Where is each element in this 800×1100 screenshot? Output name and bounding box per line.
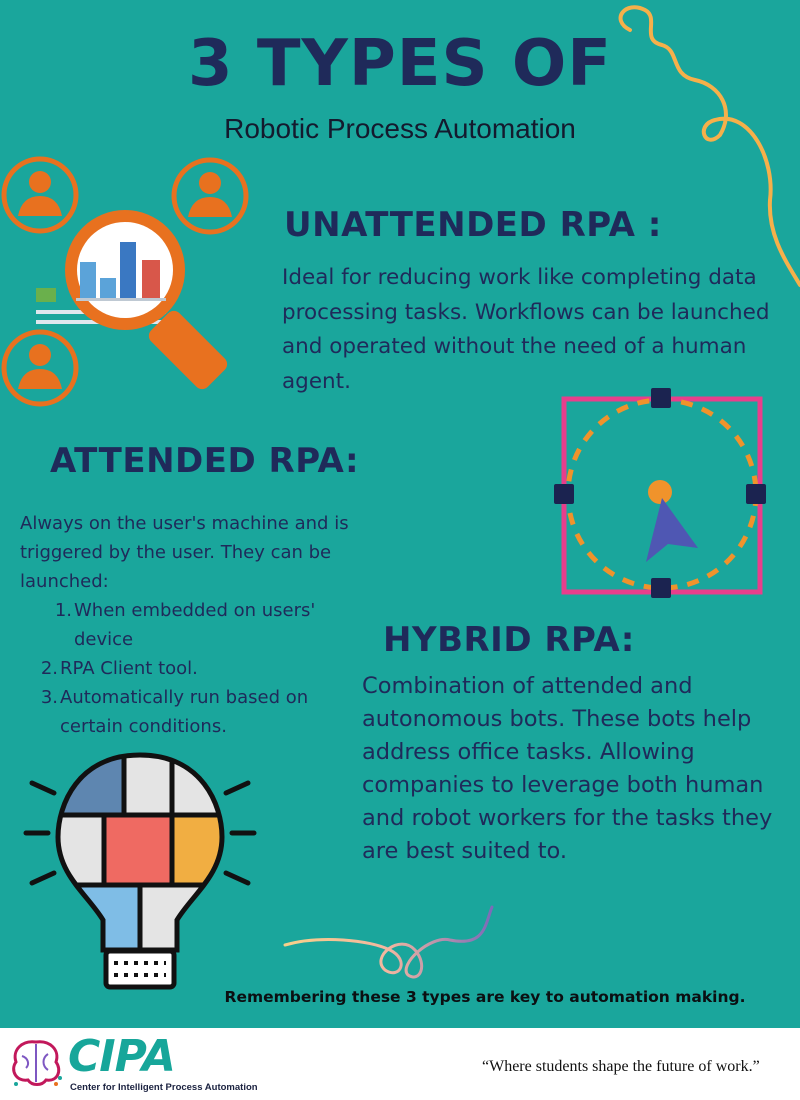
attended-launch-list	[20, 596, 350, 741]
footer-quote: “Where students shape the future of work.”	[482, 1058, 760, 1075]
unattended-heading: UNATTENDED RPA :	[284, 205, 662, 245]
magnifier-chart-icon	[0, 150, 265, 410]
list-item: 3. Automatically run based on certain conditions.	[40, 687, 309, 737]
user-icon	[4, 332, 76, 404]
page-title: 3 TYPES OF	[188, 27, 612, 101]
unattended-description: Ideal for reducing work like completing data processing tasks. Workflows can be launched and operated without the need of a human agent.	[282, 265, 770, 394]
hybrid-description: Combination of attended and autonomous bots. These bots help address office tasks. Allowing companies to leverage both human and robot workers for the tasks they are best suited to.	[362, 673, 773, 864]
user-icon	[174, 160, 246, 232]
attended-intro: Always on the user's machine and is triggered by the user. They can be launched:	[20, 513, 349, 592]
list-item: 2. RPA Client tool.	[40, 658, 198, 679]
cursor-target-icon	[550, 386, 775, 601]
decorative-swirl	[280, 895, 500, 985]
closing-statement: Remembering these 3 types are key to automation making.	[224, 988, 746, 1006]
brain-icon	[8, 1034, 64, 1090]
page-subtitle: Robotic Process Automation	[224, 113, 576, 144]
logo-subtitle: Center for Intelligent Process Automation	[70, 1082, 258, 1093]
footer	[0, 1028, 800, 1100]
puzzle-lightbulb-icon	[18, 745, 263, 1005]
hybrid-heading: HYBRID RPA:	[383, 620, 635, 660]
list-item: 1. When embedded on users' device	[54, 600, 316, 650]
logo-text: CIPA	[68, 1031, 175, 1082]
user-icon	[4, 159, 76, 231]
attended-heading: ATTENDED RPA:	[50, 441, 360, 481]
